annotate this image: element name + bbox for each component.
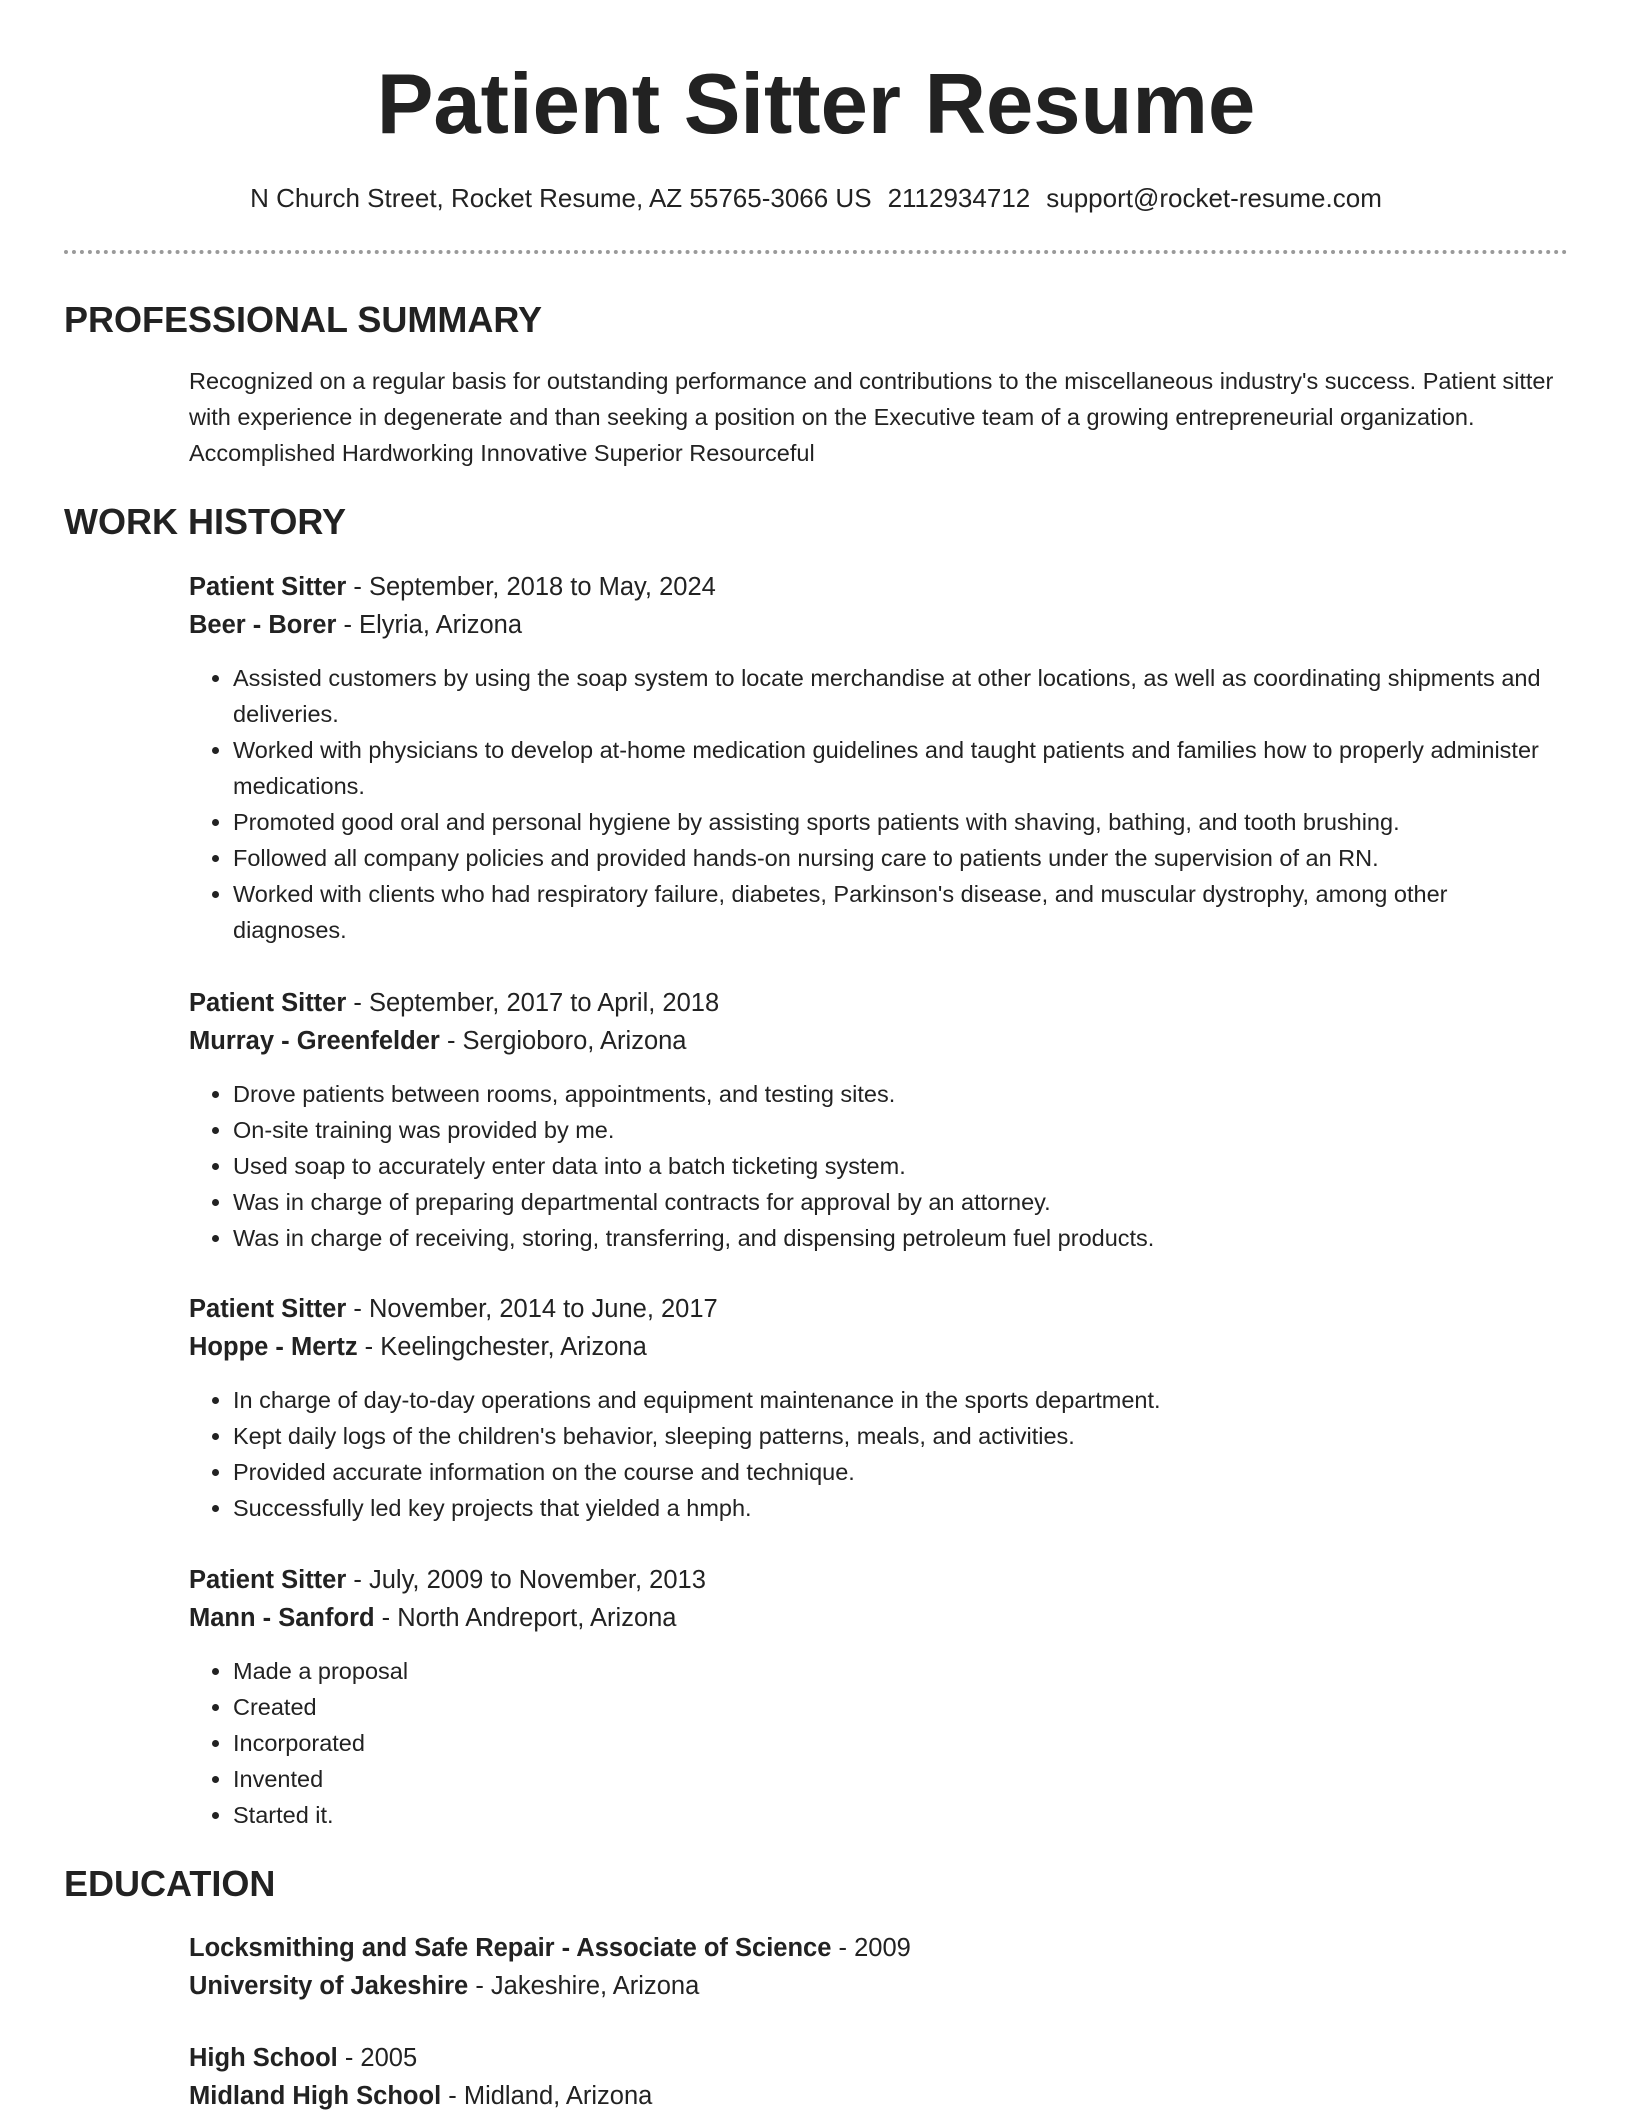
education-degree-line <box>189 2039 1559 2077</box>
job-entry <box>189 1290 1559 1526</box>
job-dates: - July, 2009 to November, 2013 <box>353 1566 706 1594</box>
job-location: - Elyria, Arizona <box>343 611 523 639</box>
job-entry <box>189 568 1559 948</box>
education-school-line <box>189 1967 1559 2005</box>
contact-email: support@rocket-resume.com <box>1046 183 1382 213</box>
section-heading-work-history: WORK HISTORY <box>64 501 347 542</box>
education-entry <box>189 2039 1559 2115</box>
education-entry <box>189 1929 1559 2005</box>
job-dates: - September, 2017 to April, 2018 <box>353 989 720 1017</box>
job-bullet: • Worked with physicians to develop at-home medication guidelines and taught patients and families how to properly administer medications. <box>233 732 1559 804</box>
job-bullet: • Used soap to accurately enter data into a batch ticketing system. <box>233 1148 1559 1184</box>
job-bullet: • Created <box>233 1689 1559 1725</box>
contact-phone: 2112934712 <box>887 183 1031 213</box>
job-bullets <box>189 1382 1559 1526</box>
education-degree: High School <box>189 2044 338 2072</box>
job-bullets <box>189 1653 1559 1833</box>
job-company: Mann - Sanford <box>189 1604 375 1632</box>
header-divider <box>64 250 1568 254</box>
education-school-line <box>189 2077 1559 2115</box>
job-title: Patient Sitter <box>189 1295 347 1323</box>
job-title-line <box>189 568 1559 606</box>
job-company: Beer - Borer <box>189 611 337 639</box>
job-bullet: • Was in charge of receiving, storing, transferring, and dispensing petroleum fuel products. <box>233 1220 1559 1256</box>
job-bullet: • Followed all company policies and provided hands-on nursing care to patients under the supervision of an RN. <box>233 840 1559 876</box>
job-bullet: • Assisted customers by using the soap system to locate merchandise at other locations, as well as coordinating shipments and deliveries. <box>233 660 1559 732</box>
job-company-line <box>189 606 1559 644</box>
job-bullet: • Was in charge of preparing departmental contracts for approval by an attorney. <box>233 1184 1559 1220</box>
job-company: Murray - Greenfelder <box>189 1027 440 1055</box>
job-dates: - September, 2018 to May, 2024 <box>353 573 716 601</box>
job-dates: - November, 2014 to June, 2017 <box>353 1295 718 1323</box>
job-bullet: • Drove patients between rooms, appointments, and testing sites. <box>233 1076 1559 1112</box>
summary-block <box>189 363 1559 471</box>
contact-address: N Church Street, Rocket Resume, AZ 55765-3066 US <box>250 183 872 213</box>
education-degree: Locksmithing and Safe Repair - Associate of Science <box>189 1934 832 1962</box>
job-title: Patient Sitter <box>189 1566 347 1594</box>
job-bullet: • Started it. <box>233 1797 1559 1833</box>
job-location: - Sergioboro, Arizona <box>446 1027 687 1055</box>
job-company: Hoppe - Mertz <box>189 1333 358 1361</box>
resume-title: Patient Sitter Resume <box>376 57 1256 152</box>
education-location: - Midland, Arizona <box>448 2082 653 2110</box>
job-bullet: • In charge of day-to-day operations and equipment maintenance in the sports department. <box>233 1382 1559 1418</box>
job-bullet: • Invented <box>233 1761 1559 1797</box>
education-year: - 2005 <box>344 2044 418 2072</box>
job-entry <box>189 1561 1559 1833</box>
section-heading-summary: PROFESSIONAL SUMMARY <box>64 299 543 340</box>
job-bullet: • Provided accurate information on the course and technique. <box>233 1454 1559 1490</box>
education-location: - Jakeshire, Arizona <box>475 1972 700 2000</box>
job-title: Patient Sitter <box>189 989 347 1017</box>
job-bullet: • Promoted good oral and personal hygiene by assisting sports patients with shaving, bathing, and tooth brushing. <box>233 804 1559 840</box>
section-heading-education: EDUCATION <box>64 1863 276 1904</box>
job-bullet: • Kept daily logs of the children's behavior, sleeping patterns, meals, and activities. <box>233 1418 1559 1454</box>
job-title-line <box>189 984 1559 1022</box>
job-bullet: • Worked with clients who had respiratory failure, diabetes, Parkinson's disease, and muscular dystrophy, among other diagnoses. <box>233 876 1559 948</box>
job-bullet: • Made a proposal <box>233 1653 1559 1689</box>
job-title-line <box>189 1290 1559 1328</box>
job-title-line <box>189 1561 1559 1599</box>
job-company-line <box>189 1599 1559 1637</box>
job-bullet: • Incorporated <box>233 1725 1559 1761</box>
job-company-line <box>189 1328 1559 1366</box>
education-year: - 2009 <box>838 1934 911 1962</box>
job-bullet: • On-site training was provided by me. <box>233 1112 1559 1148</box>
job-bullets <box>189 1076 1559 1256</box>
education-school: Midland High School <box>189 2082 442 2110</box>
job-location: - Keelingchester, Arizona <box>364 1333 647 1361</box>
job-company-line <box>189 1022 1559 1060</box>
education-school: University of Jakeshire <box>189 1972 469 2000</box>
education-degree-line <box>189 1929 1559 1967</box>
job-title: Patient Sitter <box>189 573 347 601</box>
job-location: - North Andreport, Arizona <box>381 1604 677 1632</box>
job-bullets <box>189 660 1559 948</box>
job-bullet: • Successfully led key projects that yielded a hmph. <box>233 1490 1559 1526</box>
contact-line <box>0 180 1632 216</box>
job-entry <box>189 984 1559 1256</box>
summary-text: Recognized on a regular basis for outstanding performance and contributions to the miscellaneous industry's success. Patient sitter with experience in degenerate and than seeking a position on the Executive team of a growing entrepreneurial organization. Accomplished Hardworking Innovative Superior Resourceful <box>189 368 1554 466</box>
